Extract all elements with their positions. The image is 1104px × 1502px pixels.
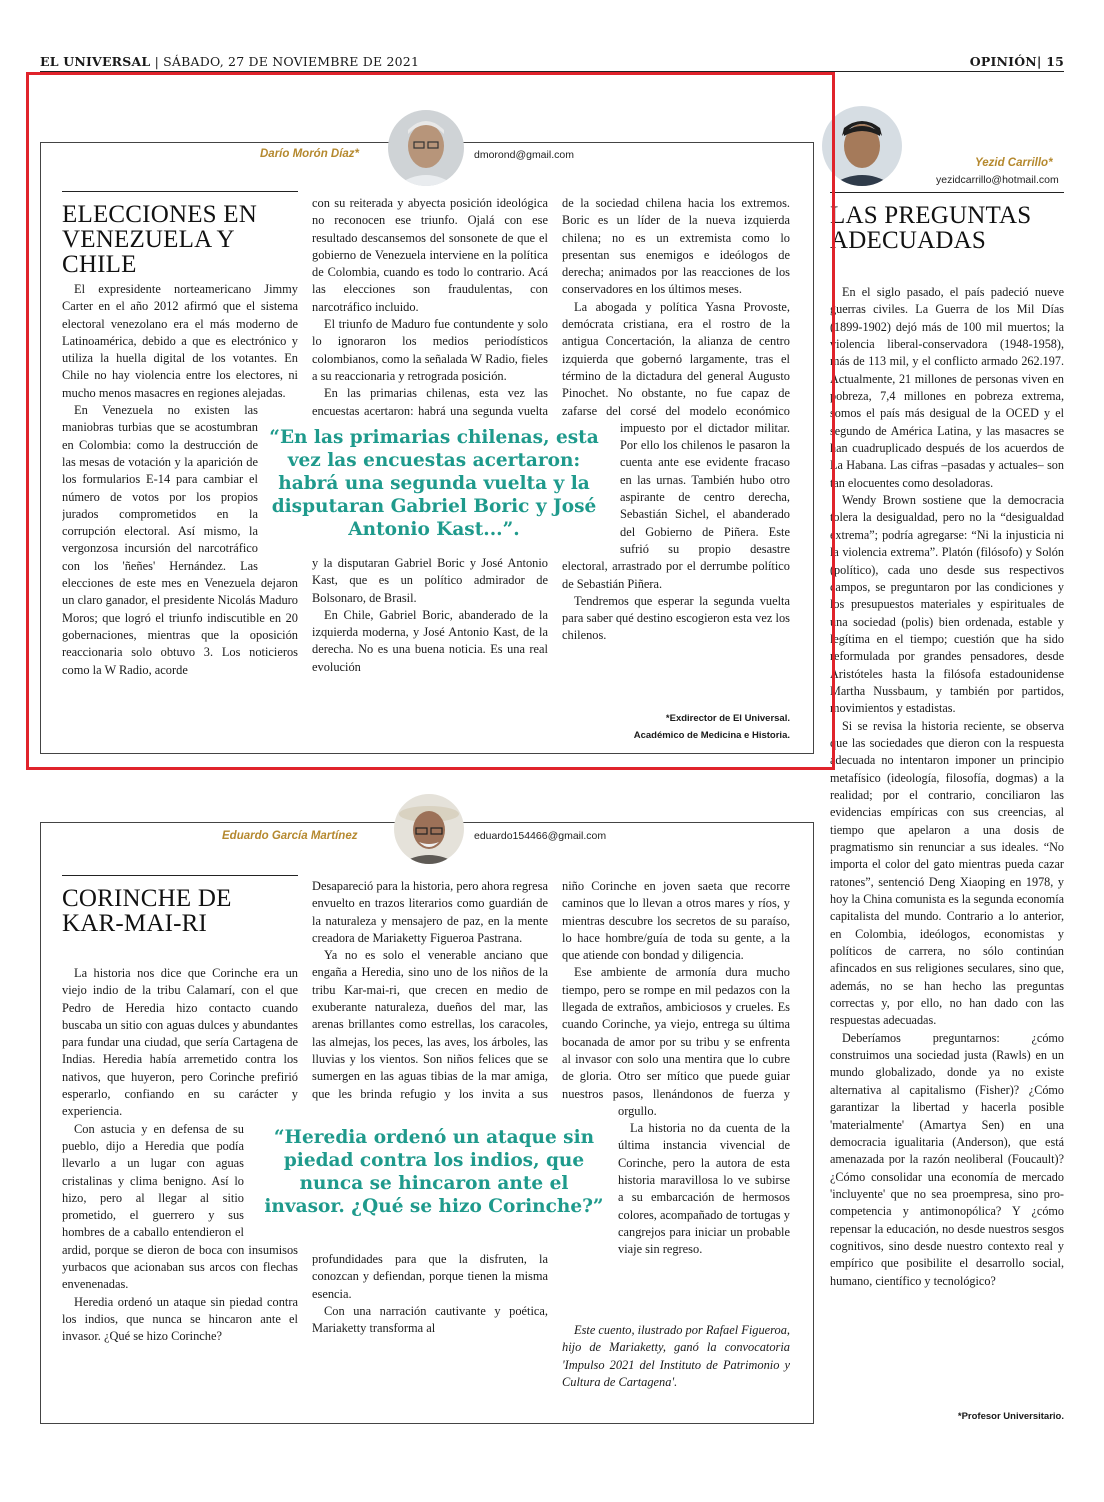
illustration-credit: Este cuento, ilustrado por Rafael Figueroa, hijo de Mariaketty, ganó la convocatoria 'Impulso 2021 del Instituto de Patrimonio y Cultura de Cartagena'. [562,1323,791,1389]
author-photo [394,794,464,864]
author-email: dmorond@gmail.com [474,149,574,161]
article-column-1: La historia nos dice que Corinche era un viejo indio de la tribu Calamarí, con el que Pedro de Heredia hizo contacto cuando buscaba un sitio con aguas dulces y abundantes para fundar una ciudad, que sería Cartagena de Indias. Heredia había arremetido contra los nativos, que huyeron, pero Corinche prefirió esperarlo, confiando en su carácter y experiencia. Con astucia y en defensa de su pueblo, dijo a Heredia que podía llevarlo a un lugar con aguas cristalinas y clima benigno. Así lo hizo, pero al llegar al sitio prometido, el guerrero y sus hombres de a caballo entendieron el ardid, porque se dieron de boca con insumisos yurbacos que acionaban sus arcos con flechas envenenadas. Heredia ordenó un ataque sin piedad contra los indios, que nunca se hincaron ante el invasor. ¿Qué se hizo Corinche? [62,966,298,1344]
author-email: eduardo154466@gmail.com [474,830,607,842]
author-name: Eduardo García Martínez [222,830,358,842]
pull-quote: “En las primarias chilenas, esta vez las encuestas acertaron: habrá una segunda vuelta y la disputaran Gabriel Boric y José Antonio Kast...”. [258,426,610,541]
pull-quote: “Heredia ordenó un ataque sin piedad contra los indios, que nunca se hincaron ante el invasor. ¿Qué se hizo Corinche?” [258,1126,610,1218]
article-column-3: de la sociedad chilena hacia los extremos. Boric es un líder de la nueva izquierda chilena; no es un extremista como lo presentan sus enemigos e ideólogos de derecha; animados por las reacciones de los conservadores en los últimos meses. La abogada y política Yasna Provoste, demócrata cristiana, era el rostro de la antigua Concertación, la alianza de centro izquierda que gobernó largamente, tras el término de la dictadura del general Augusto Pinochet. No obstante, no fue capaz de zafarse del corsé del modelo económico impuesto por el dictador militar. Por ello los chilenos le pasaron la cuenta ante ese evidente fracaso en las urnas. También hubo otro aspirante de centro derecha, Sebastián Sichel, el abanderado del Gobierno de Piñera. Este sufrió su propio desastre electoral, arrastrado por el derrumbe político de Sebastián Piñera. Tendremos que esperar la segunda vuelta para saber qué destino escogieron esta vez los chilenos. [562,196,790,643]
article-title: CORINCHE DE KAR-MAI-RI [62,875,298,936]
article-column-3: niño Corinche en joven saeta que recorre caminos que lo llevan a otros mares y ríos, y mientras descubre los secretos de su paraíso, lo hace hombre/guía de toda su gente, a la que atiende con bondad y diligencia. Ese ambiente de armonía dura mucho tiempo, pero se rompe en mil pedazos con la llegada de extraños, ambiciosos y crueles. Es cuando Corinche, ya viejo, entrega su última bocanada de amor por su tribu y se enfrenta al invasor con solo una mentira que lo cubre de gloria. Otro ser mítico que puede guiar nuestros pasos, llenándonos de fuerza y orgullo. La historia no da cuenta de la última instancia vivencial de Corinche, pero la autora de esta historia maravillosa lo ve subirse a su embarcación de hermosos colores, acompañado de tortugas y cangrejos para iniciar un probable viaje sin regreso. [562,879,790,1257]
section-page: OPINIÓN| 15 [969,54,1064,69]
highlight-frame [26,72,835,770]
article-column-1: El expresidente norteamericano Jimmy Carter en el año 2012 afirmó que el sistema electoral venezolano era el más moderno de Latinoamérica, debido a que es electrónico y utiliza la huella digital de los votantes. En Chile no hay violencia entre los electores, ni mucho menos masacres en regiones alejadas. En Venezuela no existen las maniobras turbias que se acostumbran en Colombia: como la destrucción de las mesas de votación y la aparición de los formularios E-14 para cambiar el número de votos por los propios jurados comprometidos en la corrupción electoral. Así mismo, la vergonzosa incursión del narcotráfico con los 'ñeñes' Hernández. Las elecciones de este mes en Venezuela dejaron un claro ganador, el presidente Nicolás Maduro Moros; que logró el triunfo indiscutible en 20 gobernaciones, mientras que la oposición reaccionaria solo obtuvo 3. Los noticieros como la W Radio, acorde [62,282,298,677]
article-column-2: con su reiterada y abyecta posición ideológica no reconocen ese triunfo. Ojalá con ese resultado descansemos del sonsonete de que el gobierno de Venezuela interviene en la política de Colombia, cuando es todo lo contrario. Acá las elecciones son fraudulentas, con narcotráfico incluido. El triunfo de Maduro fue contundente y solo lo ignoraron los medios periodísticos colombianos, como la señalada W Radio, fieles a su reaccionaria y retrograda posición. En las primarias chilenas, esta vez las encuestas acertaron: habrá una segunda vuelta y la disputaran Gabriel Boric y José Antonio Kast, que es un político admirador de Bolsonaro, de Brasil. En Chile, Gabriel Boric, abanderado de la izquierda moderna, y José Antonio Kast, de la derecha. No es una buena noticia. Es una real evolución [312,196,548,674]
article-column: En el siglo pasado, el país padeció nueve guerras civiles. La Guerra de los Mil Días (1899-1902) dejó más de 100 mil muertos; la violencia liberal-conservadora (1948-1958), más de 113 mil, y el conflicto armado 262.197. Actualmente, 21 millones de personas viven en pobreza, 7,4 millones en pobreza extrema, somos el país más desigual de la OCED y el segundo de América Latina, y las masacres se han cuadruplicado después de los acuerdos de La Habana. Las cifras –pasadas y actuales– son tan elocuentes como desoladoras. Wendy Brown sostiene que la democracia tolera la desigualdad, pero no la “desigualdad extrema”; podría agregarse: “Ni la injusticia ni la violencia extrema”. Platón (filósofo) y Solón (político), cada uno desde sus respectivos campos, se preguntaron por las condiciones y los presupuestos materiales y espirituales de una sociedad (polis) bien ordenada, estable y legítima en el tiempo; cuestión que ha sido reformulada por grandes pensadores, desde Aristóteles hasta la filósofa estadounidense Martha Nussbaum, y también por partidos, movimientos y estadistas. Si se revisa la historia reciente, se observa que las sociedades que dieron con la respuesta adecuada no intentaron imponer un principio metafísico (ideología, filosofía, dogmas) a la realidad; por el contrario, conciliaron las evidencias empíricas con sus creencias, al tiempo que apelaron a una dosis de pragmatismo sin renunciar a sus ideales. “No importa el color del gato mientras pueda cazar ratones”, sentenció Deng Xiaoping en 1978, y hoy la China comunista es la segunda economía capitalista del mundo. Contrario a lo anterior, en Colombia, ideólogos, economistas y políticos de carrera, no sólo continúan afincados en sus religiones seculares, sino que, además, no se han hecho las preguntas correctas y, por ello, no han dado con las respuestas adecuadas. Deberíamos preguntarnos: ¿cómo construimos una sociedad justa (Rawls) en un mundo globalizado, donde ya no existe alternativa al capitalismo (Fisher)? ¿Cómo garantizar la libertad y hacerla posible 'materialmente' (Amartya Sen) en una democracia igualitaria (Anderson), que está amenazada por la razón neoliberal (Foucault)? ¿Cómo consolidar una economía de mercado 'incluyente' que no sea proempresa, sino pro-competencia y antimonopólica? Y ¿cómo repensar la educación, no desde nuestros sesgos cognitivos, sino desde nuestro contexto real y empírico que posibilite el desarrollo social, humano, científico y tecnológico? [830,285,1064,1288]
article-column-2: Desapareció para la historia, pero ahora regresa envuelto en trazos literarios como guardián de la naturaleza y mensajero de paz, en la mente creadora de Mariaketty Figueroa Pastrana. Ya no es solo el venerable anciano que engaña a Heredia, sino uno de los niños de la tribu Kar-mai-ri, que crecen en medio de exuberante naturaleza, dueños del mar, las arenas brillantes como estrellas, los caracoles, las almejas, los peces, las aves, los árboles, las lluvias y los vientos. Son niños felices que se sumergen en las aguas tibias de la mar amiga, que les brinda refugio y los invita a sus profundidades para que la disfruten, la conozcan y defiendan, porque tienen la misma esencia. Con una narración cautivante y poética, Mariaketty transforma al [312,879,548,1336]
author-name: Yezid Carrillo* [975,157,1053,169]
article-title: LAS PREGUNTAS ADECUADAS [830,192,1064,253]
article-title: ELECCIONES EN VENEZUELA Y CHILE [62,191,298,277]
newspaper-name: EL UNIVERSAL [40,54,151,69]
author-bio: *Exdirector de El Universal. Académico de Medicina e Historia. [633,713,790,741]
issue-date: | SÁBADO, 27 DE NOVIEMBRE DE 2021 [154,54,420,69]
masthead [40,54,1064,72]
author-name: Darío Morón Díaz* [260,148,360,160]
author-email: yezidcarrillo@hotmail.com [936,174,1059,186]
author-bio: *Profesor Universitario. [957,1411,1064,1422]
